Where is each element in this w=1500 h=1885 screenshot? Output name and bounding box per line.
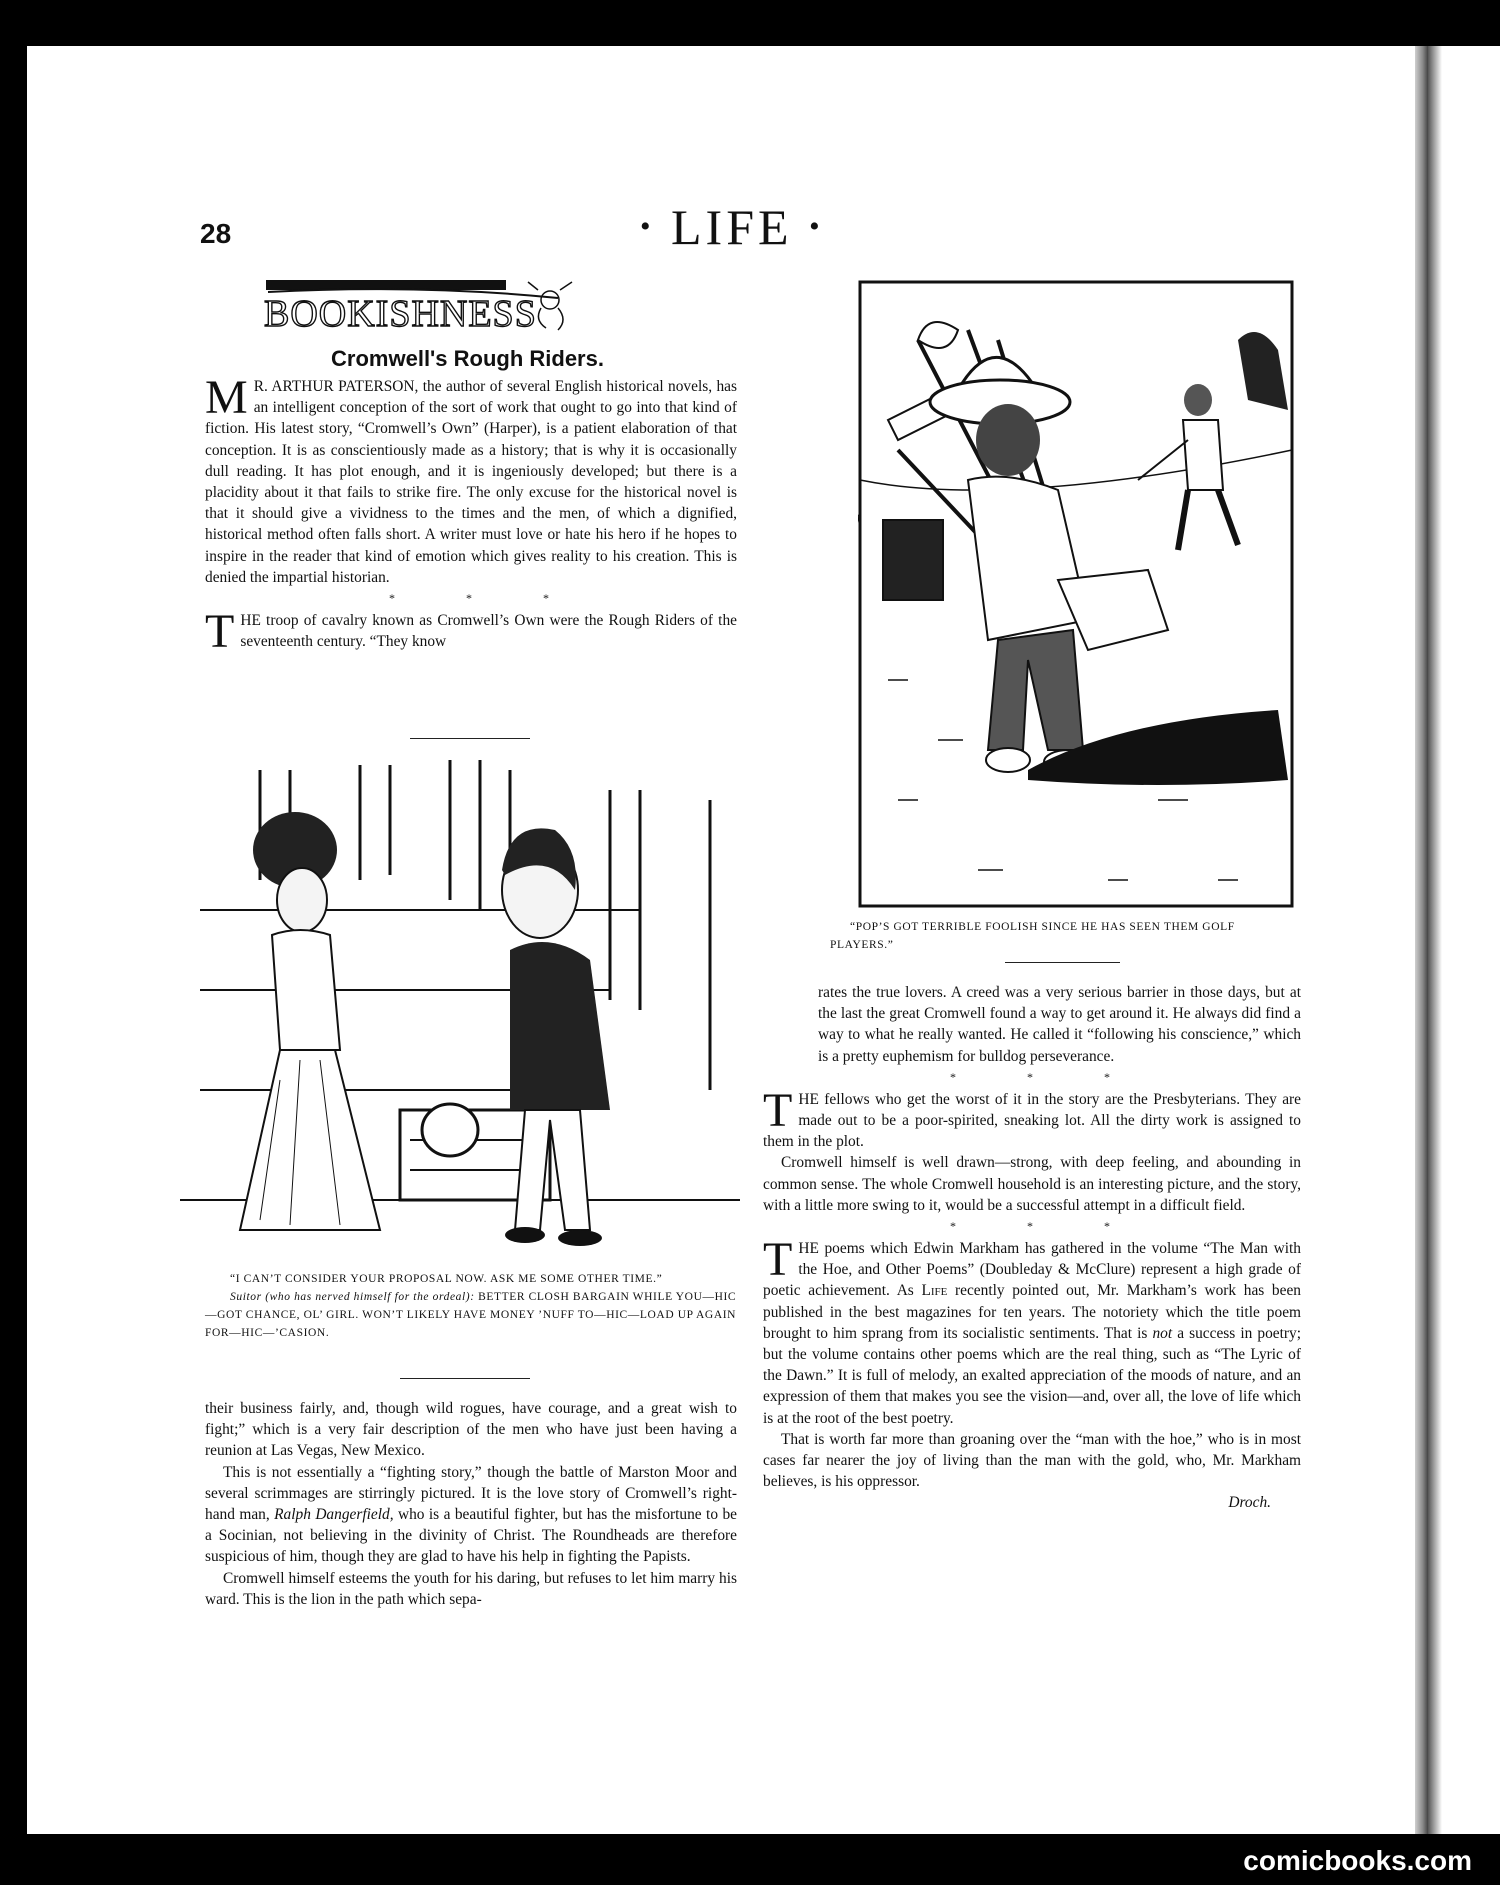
author-signature: Droch.: [1228, 1494, 1271, 1512]
department-logo: [258, 278, 583, 336]
department-logo-text: BOOKISHNESS: [264, 293, 537, 335]
paragraph: THE poems which Edwin Markham has gathered in the volume “The Man with the Hoe, and Other Poems” (Doubleday & McClure) represent a high grade of poetic achievement. As Life recently pointed out, Mr. Markham’s work has been published in the best magazines for ten years. The notoriety which the title poem brought to him sprang from its socialistic sentiments. That is not a success in poetry; but the volume contains other poems which are the real thing, such as “The Lyric of the Dawn.” It is full of melody, an exalted appreciation of the moods of nature, and an expression of them that makes you see the vision—and, over all, the love of life which is at the root of the best poetry.: [763, 1233, 1301, 1427]
paragraph: This is not essentially a “fighting story,” though the battle of Marston Moor and several scrimmages are stirringly pictured. It is the love story of Cromwell’s right-hand man, Ralph Dangerfield, who is a beautiful fighter, but has the misfortune to be a Socinian, not believing in the divinity of Christ. The Roundheads are therefore suspicious of him, though they are glad to have his help in fighting the Papists.: [205, 1463, 737, 1566]
couple-illustration: [180, 760, 740, 1255]
divider-rule: [410, 738, 530, 739]
drop-cap: T: [763, 1083, 793, 1137]
drop-cap: T: [763, 1233, 793, 1287]
watermark: comicbooks.com: [1243, 1845, 1472, 1876]
column-right: [763, 982, 1301, 1514]
farmer-caption: “POP’S GOT TERRIBLE FOOLISH SINCE HE HAS SEEN THEM GOLF PLAYERS.”: [830, 921, 1235, 951]
paragraph: THE fellows who get the worst of it in the story are the Presbyterians. They are made out to be a poor-spirited, sneaking lot. All the dirty work is assigned to them in the plot.: [763, 1083, 1301, 1151]
divider-rule: [400, 1378, 530, 1379]
article-headline: Cromwell's Rough Riders.: [331, 346, 604, 371]
paragraph: rates the true lovers. A creed was a very serious barrier in those days, but at the last the great Cromwell found a way to get around it. He always did find a way to what he really wanted. He called it “following his conscience,” which is a pretty euphemism for bulldog perseverance.: [818, 984, 1301, 1065]
paragraph: M R. ARTHUR PATERSON, the author of several English historical novels, has an intelligent conception of the sort of work that ought to go into that kind of fiction. His latest story, “Cromwell’s Own” (Harper), is a patient elaboration of that conception. It is as conscientiously made as a history; that is why it is occasionally dull reading. It has plot enough, and it is ingeniously developed; but there is a placidity about it that fails to strike fire. The only excuse for the historical novel is that it should give a vividness to the times and the men, of which a dignified, historical method often falls short. A writer must love or hate his hero if he hopes to inspire in the reader that kind of emotion which gives reality to his creation. This is denied the impartial historian.: [205, 371, 737, 586]
caption-quote: “I CAN’T CONSIDER YOUR PROPOSAL NOW. ASK ME SOME OTHER TIME.”: [230, 1273, 663, 1285]
paragraph: Cromwell himself esteems the youth for his daring, but refuses to let him marry his ward. This is the lion in the path which sepa-: [205, 1569, 737, 1608]
paragraph: Cromwell himself is well drawn—strong, with deep feeling, and abounding in common sense. The whole Cromwell household is an interesting picture, and the story, with a little more swing to it, would be a successful attempt in a difficult field.: [763, 1154, 1301, 1214]
column-left-bottom: [205, 1398, 737, 1610]
page-number: 28: [200, 218, 232, 249]
adjacent-page-edge: [1428, 46, 1500, 1834]
column-left-top: [205, 371, 737, 659]
drop-cap: T: [205, 605, 235, 659]
page-spine: [1415, 46, 1428, 1834]
paragraph: their business fairly, and, though wild rogues, have courage, and a great wish to fight;” which is a very fair description of the men who have just been having a reunion at Las Vegas, New Mexico.: [205, 1400, 737, 1460]
couple-caption: [205, 1270, 740, 1342]
masthead: • LIFE •: [640, 199, 824, 255]
caption-reply: Suitor (who has nerved himself for the ordeal): BETTER CLOSH BARGAIN WHILE YOU—HIC—GOT CHANCE, OL’ GIRL. WON’T LIKELY HAVE MONEY ’NUFF TO—HIC—LOAD UP AGAIN FOR—HIC—’CASION.: [205, 1291, 737, 1339]
section-separator: * * *: [950, 1219, 1144, 1234]
paragraph: THE troop of cavalry known as Cromwell’s Own were the Rough Riders of the seventeenth century. “They know: [205, 605, 737, 659]
masthead-title: LIFE: [671, 199, 793, 255]
paragraph: That is worth far more than groaning over the “man with the hoe,” who is in most cases far nearer the joy of living than the man with the gold, who, Mr. Markham believes, is his oppressor.: [763, 1430, 1301, 1491]
section-separator: * * *: [389, 591, 583, 606]
farmer-illustration: [858, 280, 1294, 908]
divider-rule: [1005, 962, 1120, 963]
drop-cap: M: [205, 371, 248, 424]
section-separator: * * *: [950, 1069, 1144, 1084]
